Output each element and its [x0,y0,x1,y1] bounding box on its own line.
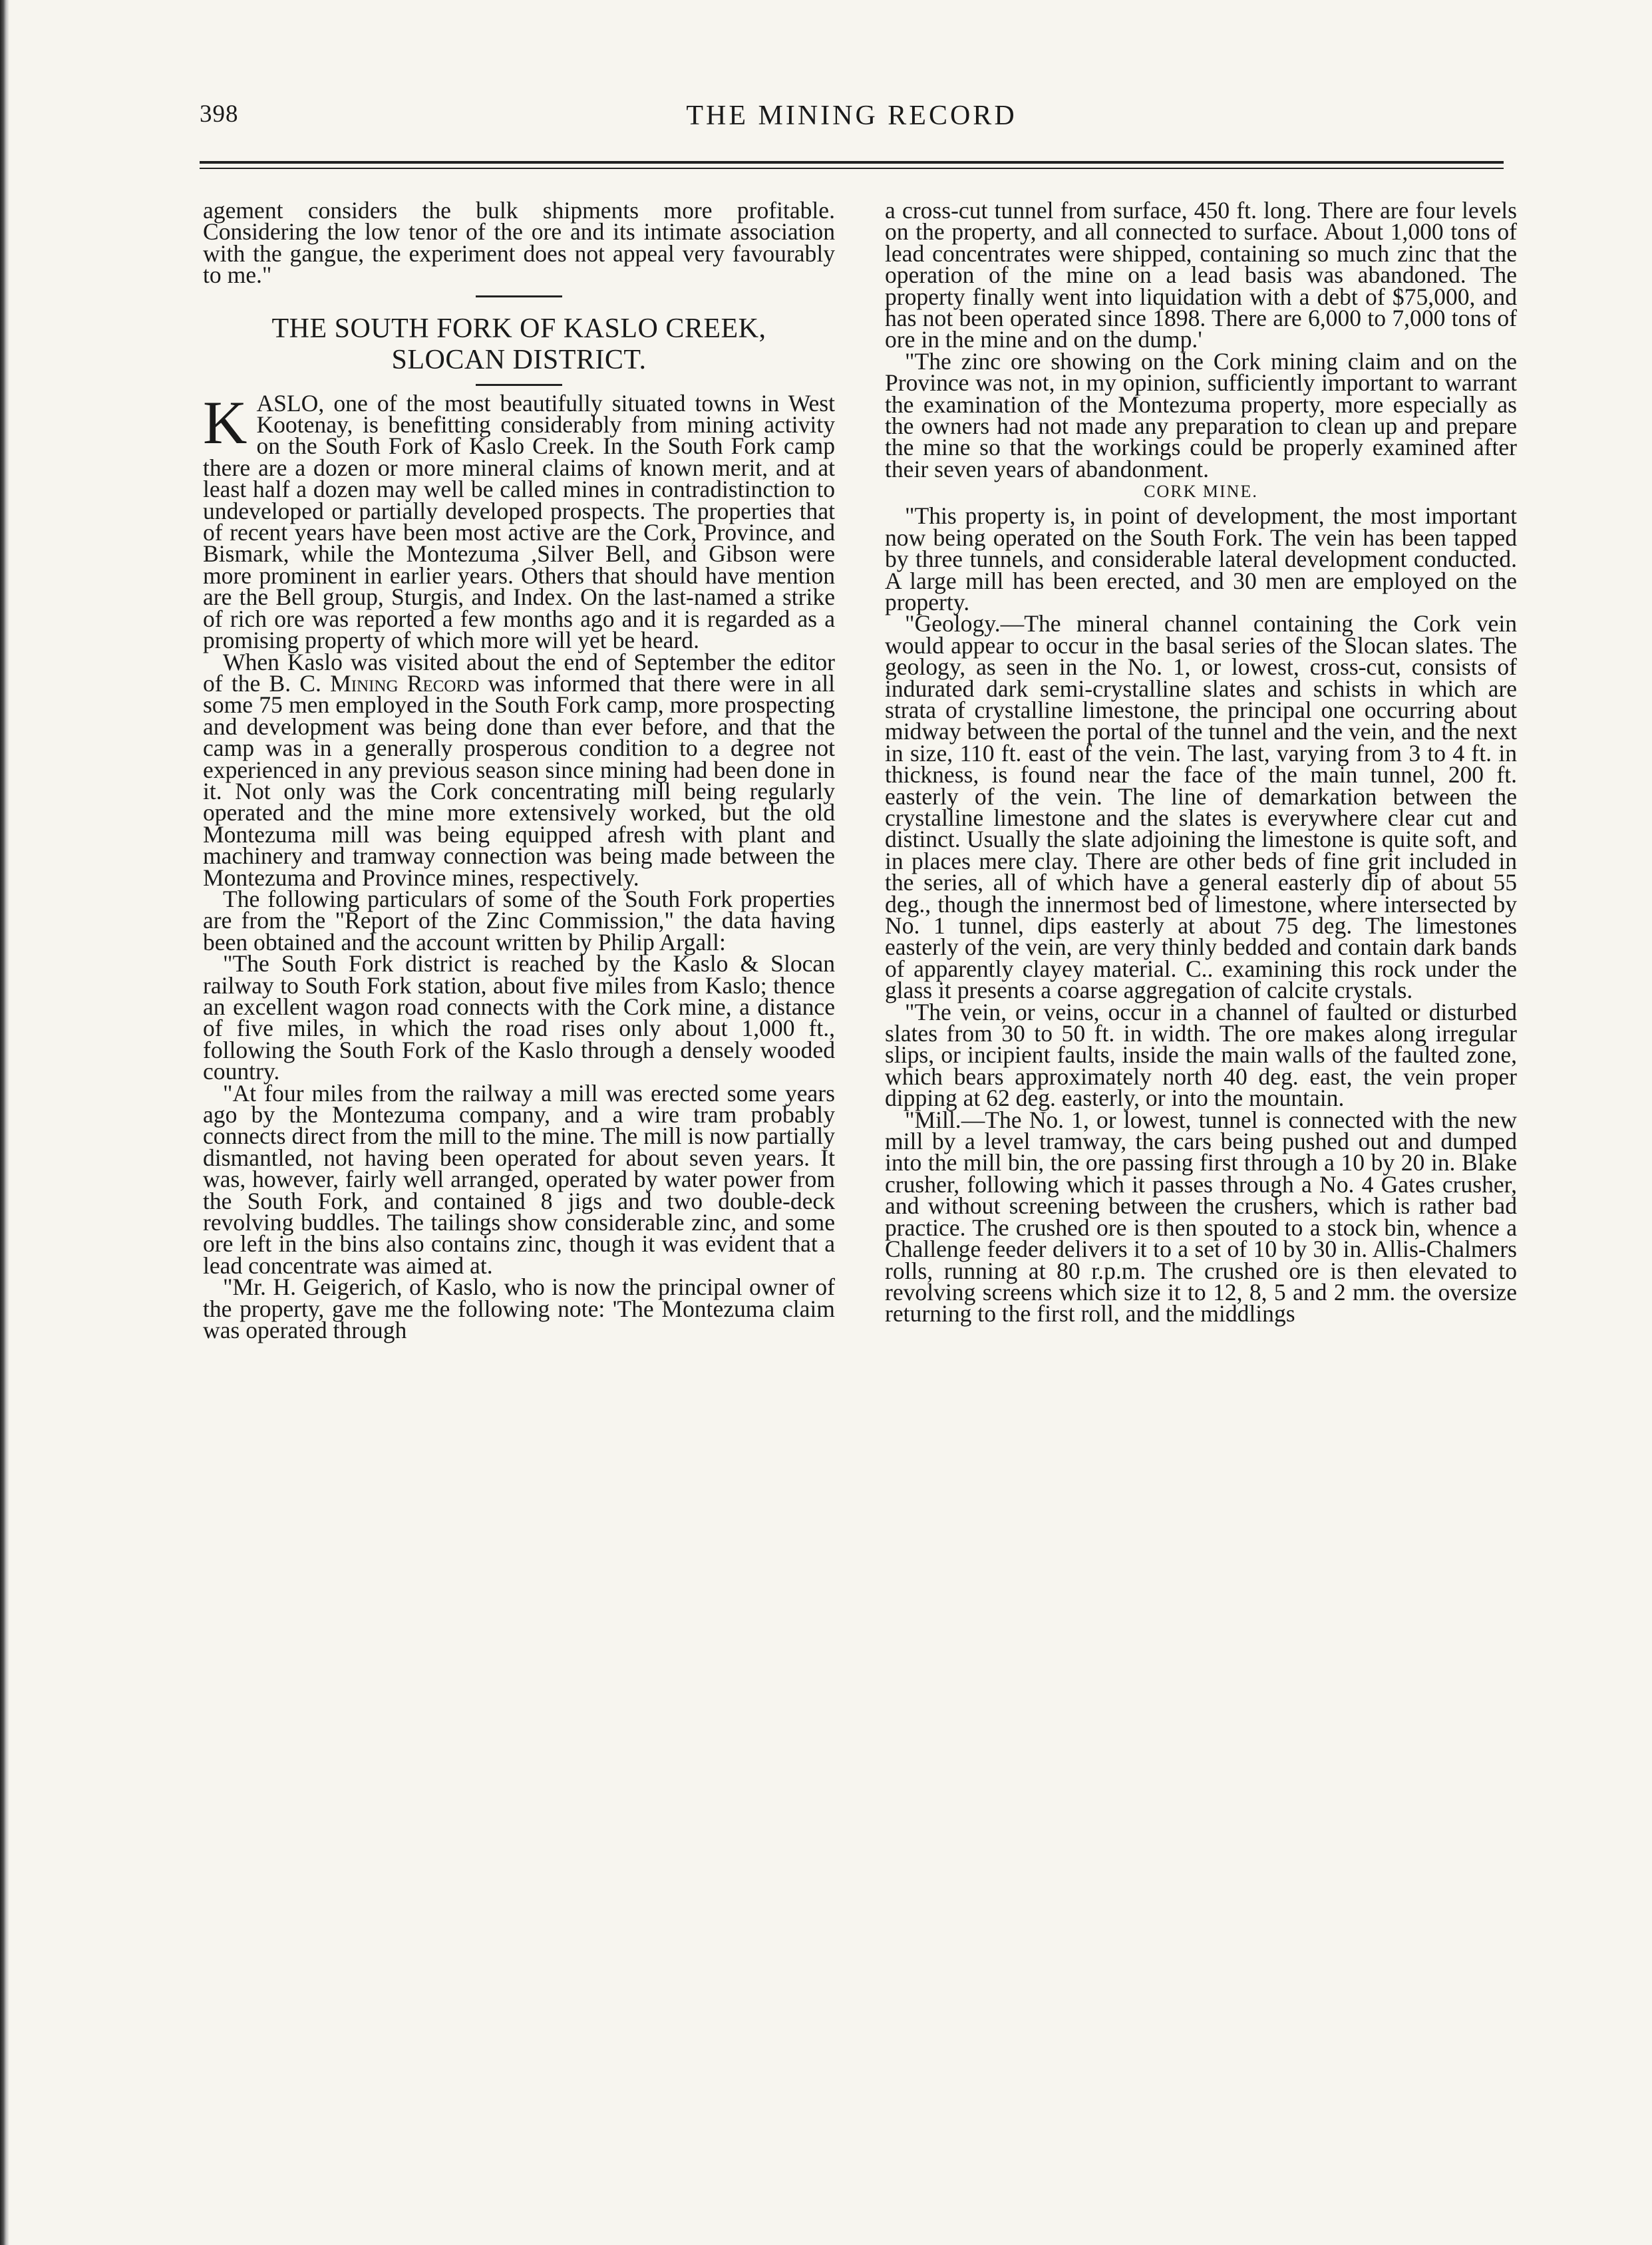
section-divider [476,295,562,297]
article-paragraph: "Mr. H. Geigerich, of Kaslo, who is now the principal owner of the property, gave me the following note: 'The Montezuma claim was operated through [203,1274,835,1344]
header-rule-thin [200,168,1504,169]
article-title-line2: SLOCAN DISTRICT. [391,344,647,375]
article-paragraph: "The zinc ore showing on the Cork mining claim and on the Province was not, in my opinion, sufficiently important to warrant the examination of the Montezuma property, more especially as the owners had not made any preparation to clean up and prepare the mine so that the workings could be properly examined after their seven years of abandonment. [885,347,1517,482]
publication-name: Mining Record [330,669,480,697]
article-paragraph: "Mill.—The No. 1, or lowest, tunnel is connected with the new mill by a level tramway, the cars being pushed out and dumped into the mill bin, the ore passing first through a 10 by 20 in. Blake crusher, following which it passes through a No. 4 Gates crusher, and without screening between the crushers, which is rather bad practice. The crushed ore is then spouted to a stock bin, whence a Challenge feeder delivers it to a set of 10 by 30 in. Allis-Chalmers rolls, running at 80 r.p.m. The crushed ore is then elevated to revolving screens which size it to 12, 8, 5 and 2 mm. the oversize returning to the first roll, and the middlings [885,1106,1517,1327]
article-paragraph [203,648,835,891]
header-rule [200,161,1504,164]
page-header [200,100,1504,146]
article-paragraph: "This property is, in point of development, the most important now being operated on the South Fork. The vein has been tapped by three tunnels, and considerable lateral development conducted. A large mill has been erected, and 30 men are employed on the property. [885,502,1517,615]
article-title-line1: THE SOUTH FORK OF KASLO CREEK, [271,313,766,344]
drop-cap: K [203,388,248,456]
continued-paragraph: agement considers the bulk shipments more profitable. Considering the low tenor of the ore and its intimate association with the gangue, the experiment does not appeal very favourably to me." [203,197,835,289]
right-column [885,197,1517,1327]
paragraph-text: ASLO, one of the most beautifully situated towns in West Kootenay, is benefitting considerably from mining activity on the South Fork of Kaslo Creek. In the South Fork camp there are a dozen or more mineral claims of known merit, and at least half a dozen may well be called mines in contradistinction to undeveloped or partially developed prospects. The properties that of recent years have been most active are the Cork, Province, and Bismark, while the Montezuma ,Silver Bell, and Gibson were more prominent in earlier years. Others that should have mention are the Bell group, Sturgis, and Index. On the last-named a strike of rich ore was reported a few months ago and it is regarded as a promising property of which more will yet be heard. [203,389,835,654]
article-paragraph: The following particulars of some of the South Fork properties are from the "Report of the Zinc Commission," the data having been obtained and the account written by Philip Argall: [203,885,835,955]
article-paragraph: "The South Fork district is reached by the Kaslo & Slocan railway to South Fork station, about five miles from Kaslo; thence an excellent wagon road connects with the Cork mine, a distance of five miles, in which the road rises only about 1,000 ft., following the South Fork of the Kaslo through a densely wooded country. [203,950,835,1085]
left-column [203,197,835,1344]
continued-paragraph: a cross-cut tunnel from surface, 450 ft. long. There are four levels on the property, and all connected to surface. About 1,000 tons of lead concentrates were shipped, containing so much zinc that the operation of the mine on a lead basis was abandoned. The property finally went into liquidation with a debt of $75,000, and has not been operated since 1898. There are 6,000 to 7,000 tons of ore in the mine and on the dump.' [885,197,1517,353]
article-paragraph: "The vein, or veins, occur in a channel of faulted or disturbed slates from 30 to 50 ft. in width. The ore makes along irregular slips, or incipient faults, inside the main walls of the faulted zone, which bears approximately north 40 deg. east, the vein proper dipping at 62 deg. easterly, or into the mountain. [885,998,1517,1112]
article-paragraph: "At four miles from the railway a mill was erected some years ago by the Montezuma company, and a wire tram probably connects direct from the mill to the mine. The mill is now partially dismantled, not having been operated for about seven years. It was, however, fairly well arranged, operated by water power from the South Fork, and contained 8 jigs and two double-deck revolving buddles. The tailings show considerable zinc, and some ore left in the bins also contains zinc, though it was evident that a lead concentrate was aimed at. [203,1079,835,1279]
page-number: 398 [200,100,239,128]
page-scan-edge [0,0,9,2245]
article-paragraph: "Geology.—The mineral channel containing the Cork vein would appear to occur in the basal series of the Slocan slates. The geology, as seen in the No. 1, or lowest, cross-cut, consists of indurated dark semi-crystalline slates and schists in which are strata of crystalline limestone, the principal one occurring about midway between the portal of the tunnel and the vein, and the next in size, 110 ft. east of the vein. The last, varying from 3 to 4 ft. in thickness, is found near the face of the main tunnel, 200 ft. easterly of the vein. The line of demarkation between the crystalline limestone and the slates is everywhere clear cut and distinct. Usually the slate adjoining the limestone is quite soft, and in places mere clay. There are other beds of fine grit included in the series, all of which have a general easterly dip of about 55 deg., though the innermost bed of limestone, where intersected by No. 1 tunnel, dips easterly at about 75 deg. The limestones easterly of the vein, are very thinly bedded and contain dark bands of apparently clayey material. C.. examining this rock under the glass it presents a coarse aggregation of calcite crystals. [885,610,1517,1004]
title-divider [476,384,562,386]
article-paragraph [203,388,835,654]
paragraph-text: was informed that there were in all some 75 men employed in the South Fork camp, more prospecting and development was being done than ever before, and that the camp was in a generally prosperous condition to a degree not experienced in any previous season since mining had been done in it. Not only was the Cork concentrating mill being regularly operated and the mine more extensively worked, but the old Montezuma mill was being equipped afresh with plant and machinery and tramway connection was being made between the Montezuma and Province mines, respectively. [203,669,835,891]
section-subheading: CORK MINE. [1144,482,1258,502]
running-title: THE MINING RECORD [686,100,1017,131]
paragraph-text: When Kaslo was visited about the end of September the editor of the B. C. [203,648,835,697]
